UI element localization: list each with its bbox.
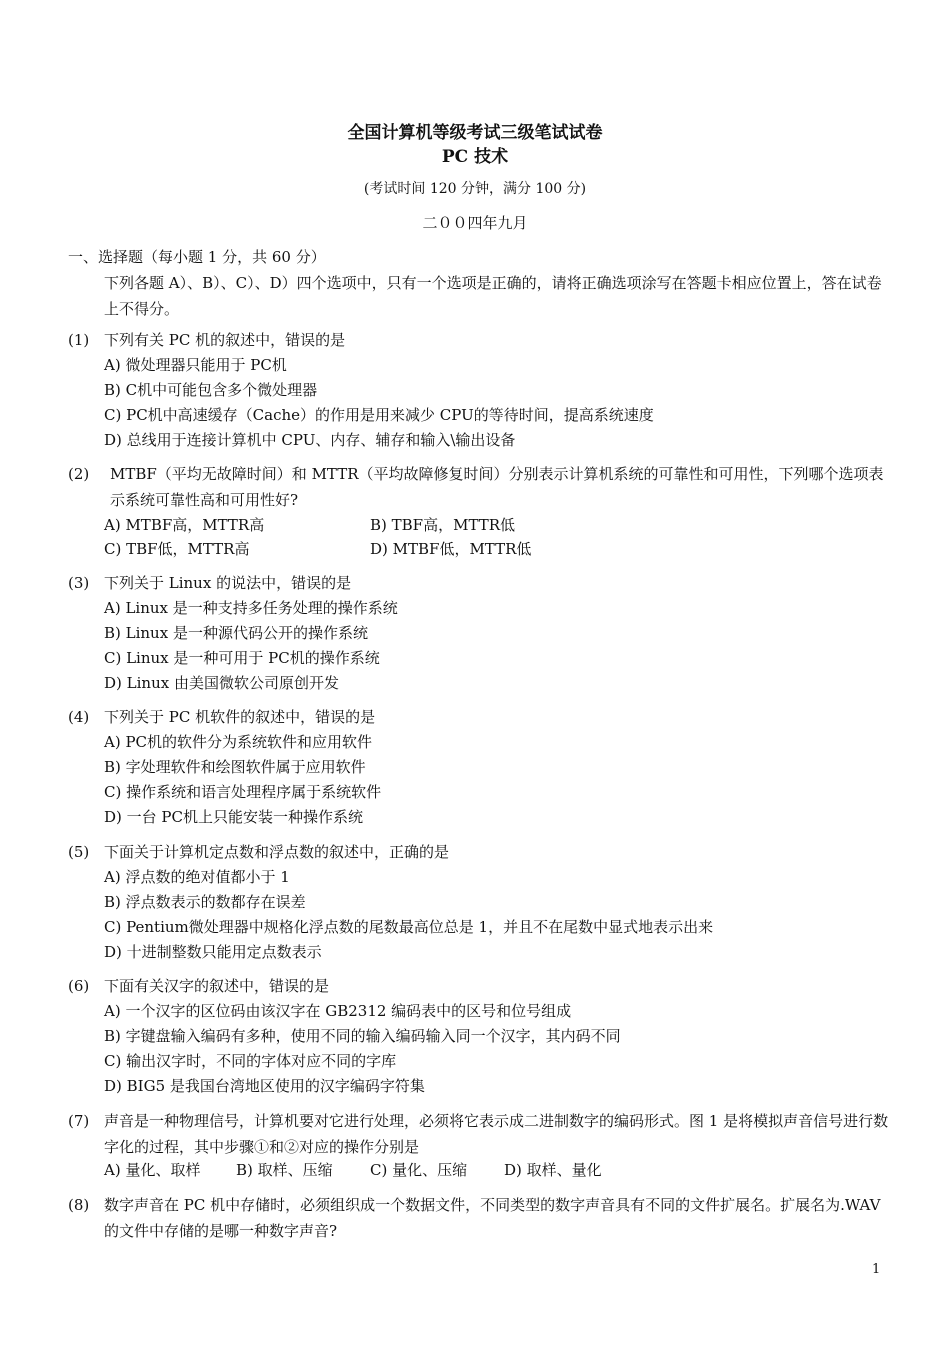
question-option: B) 浮点数表示的数都存在误差 bbox=[104, 893, 306, 911]
question-option: C) 输出汉字时，不同的字体对应不同的字库 bbox=[104, 1052, 397, 1070]
question-option: C) PC机中高速缓存（Cache）的作用是用来减少 CPU的等待时间，提高系统速度 bbox=[104, 406, 654, 424]
question-number: (7) bbox=[68, 1112, 90, 1130]
question-option: C) TBF低，MTTR高 bbox=[104, 540, 250, 558]
question-option: B) C机中可能包含多个微处理器 bbox=[104, 381, 318, 399]
question-number: (5) bbox=[68, 843, 90, 861]
section-heading: 一、选择题（每小题 1 分，共 60 分） bbox=[68, 248, 326, 266]
question-option: C) Pentium微处理器中规格化浮点数的尾数最高位总是 1，并且不在尾数中显式地表示出来 bbox=[104, 918, 714, 936]
question-option: A) 浮点数的绝对值都小于 1 bbox=[104, 868, 290, 886]
question-option: B) Linux 是一种源代码公开的操作系统 bbox=[104, 624, 368, 642]
question-option: D) 十进制整数只能用定点数表示 bbox=[104, 943, 322, 961]
exam-date: 二００四年九月 bbox=[422, 214, 528, 232]
question-text: 下列关于 PC 机软件的叙述中，错误的是 bbox=[104, 708, 376, 726]
question-number: (1) bbox=[68, 331, 90, 349]
question-option: C) 量化、压缩 bbox=[370, 1161, 468, 1179]
question-option: D) 总线用于连接计算机中 CPU、内存、辅存和输入\输出设备 bbox=[104, 431, 516, 449]
question-number: (3) bbox=[68, 574, 90, 592]
question-option: A) 一个汉字的区位码由该汉字在 GB2312 编码表中的区号和位号组成 bbox=[104, 1002, 572, 1020]
question-text: 下列关于 Linux 的说法中，错误的是 bbox=[104, 574, 352, 592]
question-option: B) 取样、压缩 bbox=[236, 1161, 333, 1179]
question-option: B) TBF高，MTTR低 bbox=[370, 516, 516, 534]
section-instructions: 下列各题 A）、B）、C）、D）四个选项中，只有一个选项是正确的，请将正确选项涂写在答题卡相应位置上，答在试卷上不得分。 bbox=[104, 274, 882, 318]
question-option: A) PC机的软件分为系统软件和应用软件 bbox=[104, 733, 373, 751]
question-option: D) MTBF低，MTTR低 bbox=[370, 540, 532, 558]
question-number: (8) bbox=[68, 1196, 90, 1214]
question-text: 下面有关汉字的叙述中，错误的是 bbox=[104, 977, 330, 995]
page-number: 1 bbox=[872, 1262, 881, 1277]
question-text: MTBF（平均无故障时间）和 MTTR（平均故障修复时间）分别表示计算机系统的可靠性和可用性，下列哪个选项表示系统可靠性高和可用性好? bbox=[110, 465, 884, 509]
question-option: A) 微处理器只能用于 PC机 bbox=[104, 356, 287, 374]
exam-info: (考试时间 120 分钟，满分 100 分) bbox=[363, 181, 587, 197]
question-option: D) 取样、量化 bbox=[504, 1161, 602, 1179]
question-option: D) Linux 由美国微软公司原创开发 bbox=[104, 674, 339, 692]
page-subtitle: PC 技术 bbox=[441, 147, 509, 167]
question-option: B) 字键盘输入编码有多种，使用不同的输入编码输入同一个汉字，其内码不同 bbox=[104, 1027, 621, 1045]
question-option: A) 量化、取样 bbox=[104, 1161, 201, 1179]
question-option: B) 字处理软件和绘图软件属于应用软件 bbox=[104, 758, 366, 776]
question-option: C) Linux 是一种可用于 PC机的操作系统 bbox=[104, 649, 380, 667]
page-title: 全国计算机等级考试三级笔试试卷 bbox=[347, 123, 603, 143]
question-option: D) 一台 PC机上只能安装一种操作系统 bbox=[104, 808, 363, 826]
question-option: C) 操作系统和语言处理程序属于系统软件 bbox=[104, 783, 382, 801]
question-option: D) BIG5 是我国台湾地区使用的汉字编码字符集 bbox=[104, 1077, 425, 1095]
question-text: 下列有关 PC 机的叙述中，错误的是 bbox=[104, 331, 346, 349]
question-option: A) MTBF高，MTTR高 bbox=[104, 516, 265, 534]
question-text: 声音是一种物理信号，计算机要对它进行处理，必须将它表示成二进制数字的编码形式。图 1 是将模拟声音信号进行数字化的过程，其中步骤①和②对应的操作分别是 bbox=[104, 1112, 889, 1156]
question-number: (4) bbox=[68, 708, 90, 726]
question-number: (2) bbox=[68, 465, 90, 483]
question-number: (6) bbox=[68, 977, 90, 995]
question-text: 下面关于计算机定点数和浮点数的叙述中，正确的是 bbox=[104, 843, 450, 861]
question-option: A) Linux 是一种支持多任务处理的操作系统 bbox=[104, 599, 398, 617]
question-text: 数字声音在 PC 机中存储时，必须组织成一个数据文件，不同类型的数字声音具有不同的文件扩展名。扩展名为.WAV 的文件中存储的是哪一种数字声音? bbox=[104, 1196, 881, 1240]
